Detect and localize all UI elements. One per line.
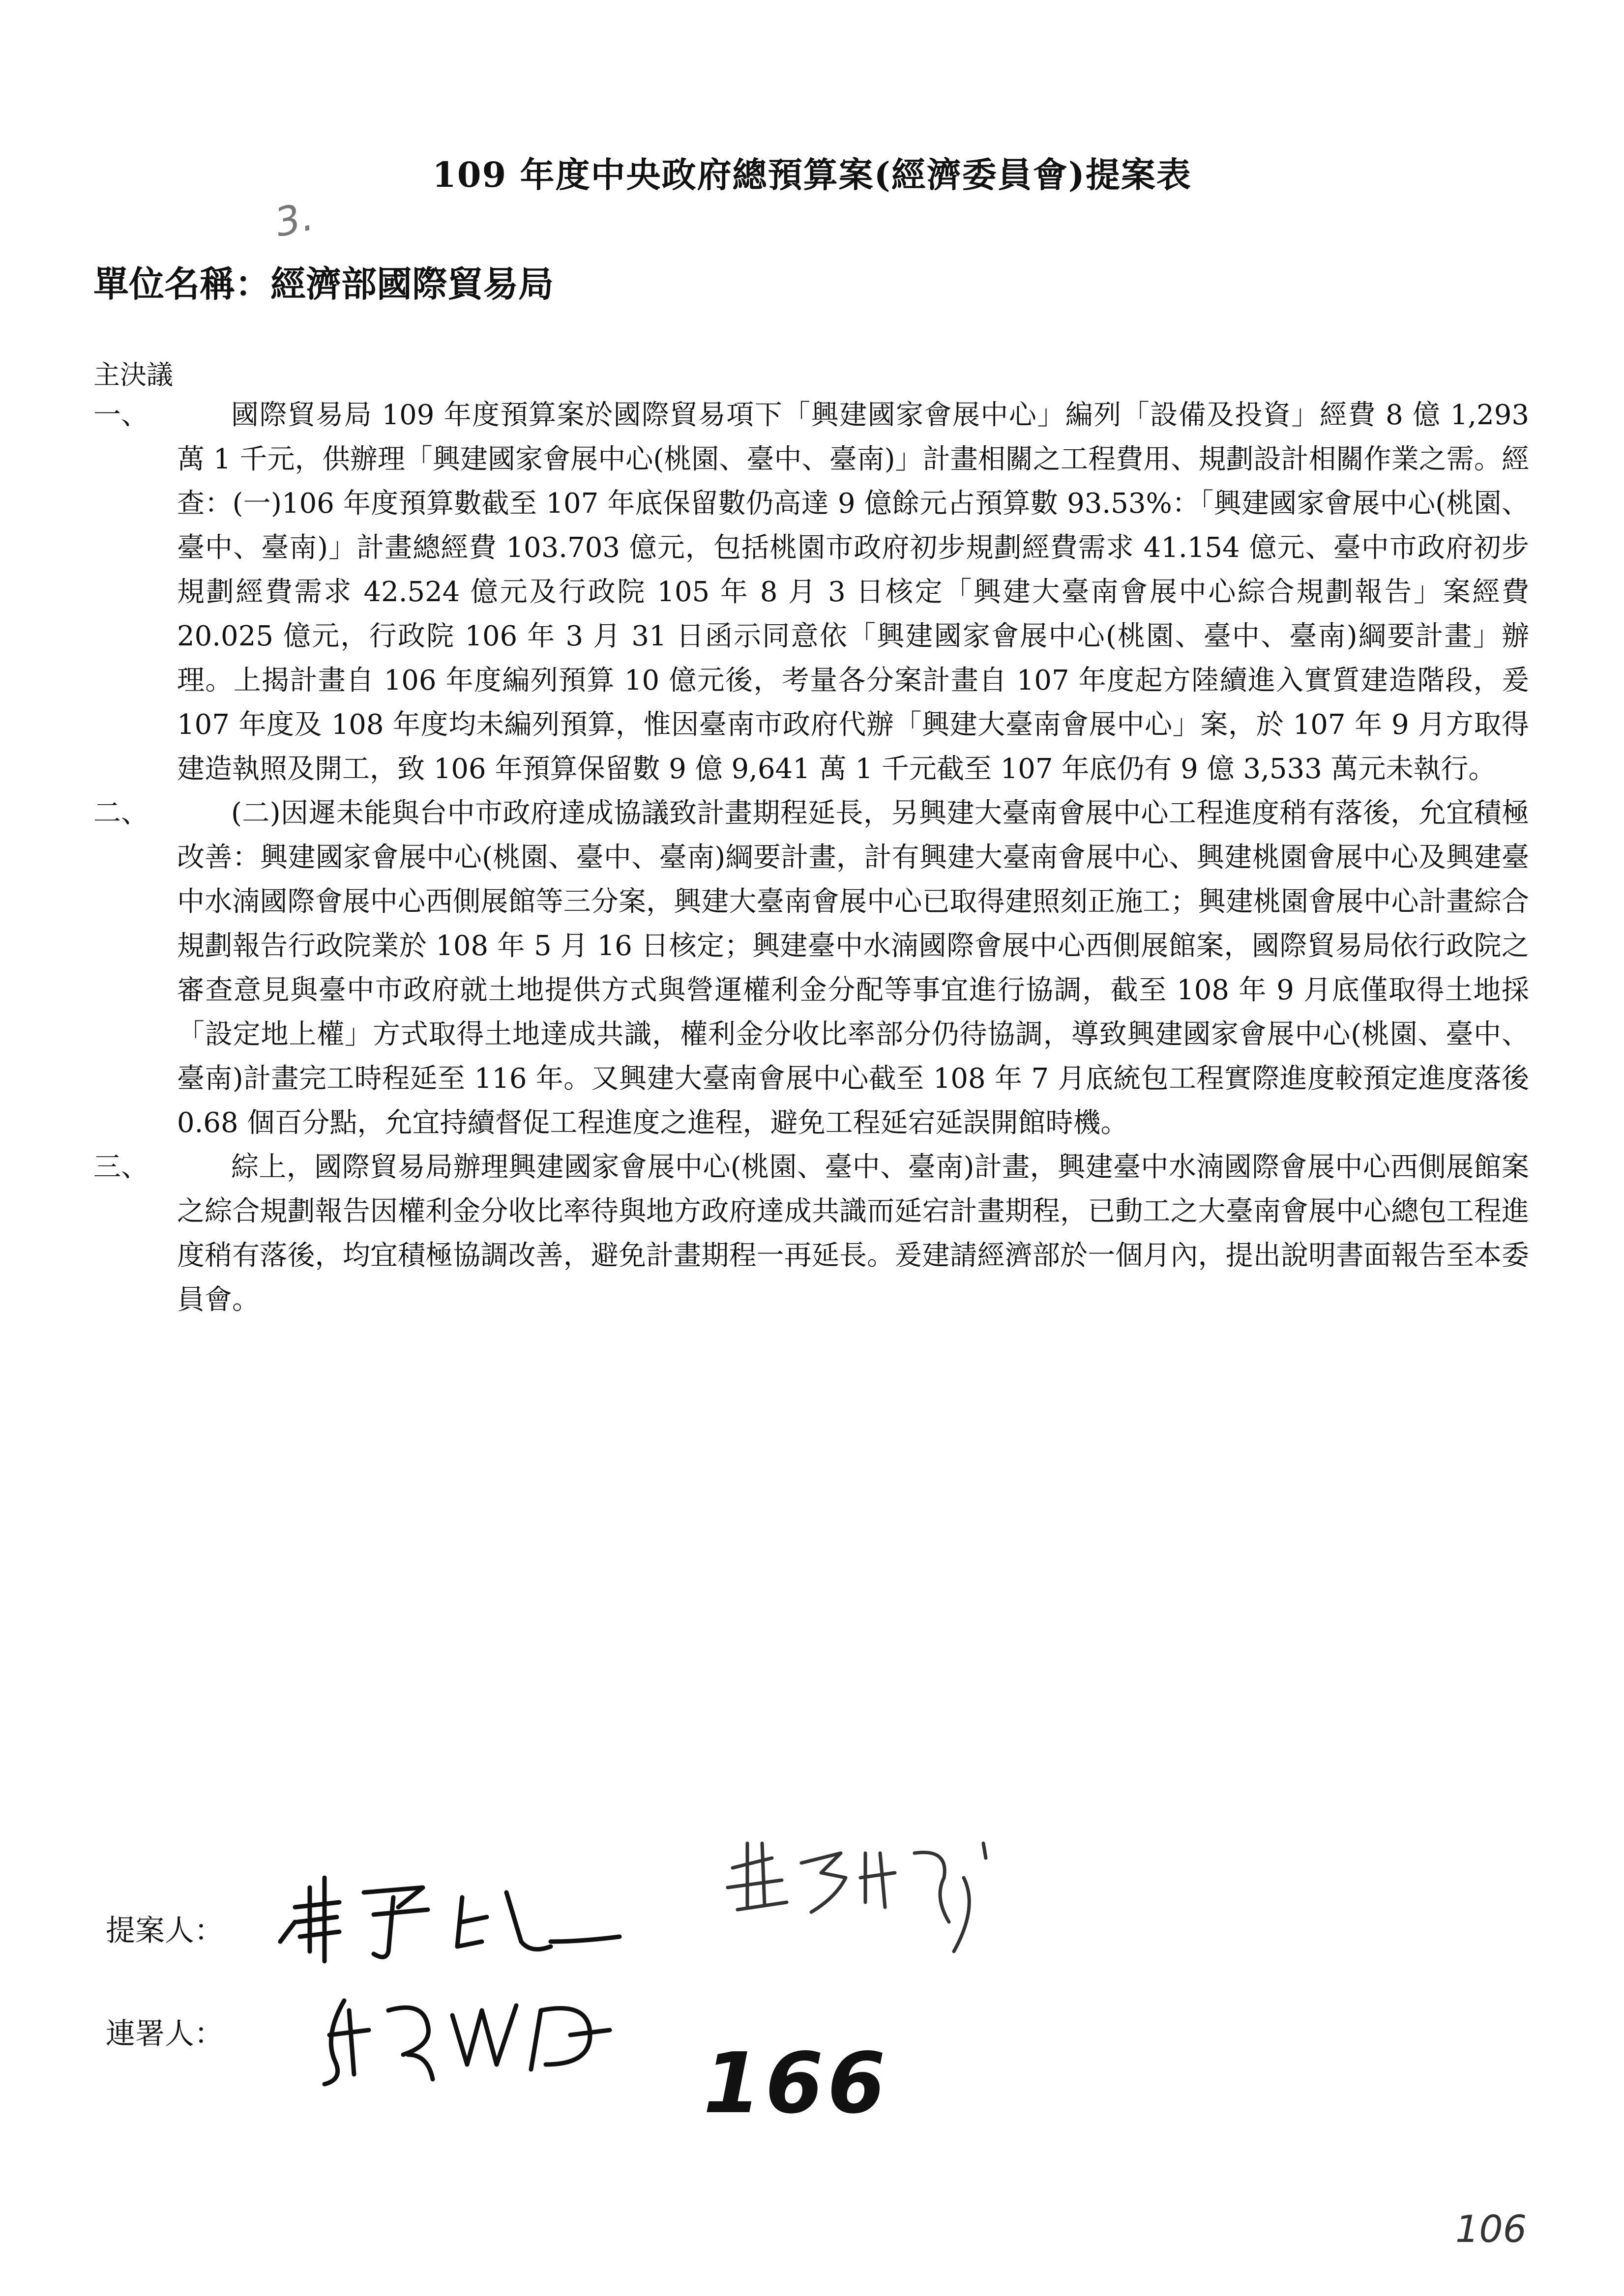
item-text: 國際貿易局 109 年度預算案於國際貿易項下「興建國家會展中心」編列「設備及投資」經費 8 億 1,293 萬 1 千元，供辦理「興建國家會展中心(桃園、臺中、臺南)」計畫相關之工程費用、規劃設計相關作業之需。經查：(一)106 年度預算數截至 107 年底保留數仍高達 9 億餘元占預算數 93.53%：「興建國家會展中心(桃園、臺中、臺南)」計畫總經費 103.703 億元，包括桃園市政府初步規劃經費需求 41.154 億元、臺中市政府初步規劃經費需求 42.524 億元及行政院 105 年 8 月 3 日核定「興建大臺南會展中心綜合規劃報告」案經費 20.025 億元，行政院 106 年 3 月 31 日函示同意依「興建國家會展中心(桃園、臺中、臺南)綱要計畫」辦理。上揭計畫自 106 年度編列預算 10 億元後，考量各分案計畫自 107 年度起方陸續進入實質建造階段，爰 107 年度及 108 年度均未編列預算，惟因臺南市政府代辦「興建大臺南會展中心」案，於 107 年 9 月方取得建造執照及開工，致 106 年預算保留數 9 億 9,641 萬 1 千元截至 107 年底仍有 9 億 3,533 萬元未執行。: [177, 399, 1529, 785]
resolution-item-2: [93, 791, 1529, 1145]
section-heading: 主決議: [93, 359, 173, 390]
page-title: 109 年度中央政府總預算案(經濟委員會)提案表: [432, 154, 1192, 195]
item-number: 三、: [93, 1151, 148, 1183]
item-number: 一、: [93, 399, 148, 431]
resolution-item-3: [93, 1145, 1529, 1322]
stamp-number: 166: [703, 2035, 889, 2132]
item-text: 綜上，國際貿易局辦理興建國家會展中心(桃園、臺中、臺南)計畫，興建臺中水湳國際會展中心西側展館案之綜合規劃報告因權利金分收比率待與地方政府達成共識而延宕計畫期程，已動工之大臺南會展中心總包工程進度稍有落後，均宜積極協調改善，避免計畫期程一再延長。爰建請經濟部於一個月內，提出說明書面報告至本委員會。: [177, 1151, 1529, 1316]
item-number: 二、: [93, 797, 148, 829]
item-text: (二)因遲未能與台中市政府達成協議致計畫期程延長，另興建大臺南會展中心工程進度稍有落後，允宜積極改善：興建國家會展中心(桃園、臺中、臺南)綱要計畫，計有興建大臺南會展中心、興建桃園會展中心及興建臺中水湳國際會展中心西側展館等三分案，興建大臺南會展中心已取得建照刻正施工；興建桃園會展中心計畫綜合規劃報告行政院業於 108 年 5 月 16 日核定；興建臺中水湳國際會展中心西側展館案，國際貿易局依行政院之審查意見與臺中市政府就土地提供方式與營運權利金分配等事宜進行協調，截至 108 年 9 月底僅取得土地採「設定地上權」方式取得土地達成共識，權利金分收比率部分仍待協調，導致興建國家會展中心(桃園、臺中、臺南)計畫完工時程延至 116 年。又興建大臺南會展中心截至 108 年 7 月底統包工程實際進度較預定進度落後 0.68 個百分點，允宜持續督促工程進度之進程，避免工程延宕延誤開館時機。: [177, 797, 1529, 1139]
cosigner-label: 連署人：: [106, 2017, 224, 2051]
resolution-list: [93, 393, 1529, 1322]
resolution-item-1: [93, 393, 1529, 791]
proposer-label: 提案人：: [106, 1914, 224, 1948]
handwritten-mark: 3.: [271, 193, 318, 246]
proposer-signature: [275, 1868, 629, 1966]
unit-name: 單位名稱：經濟部國際貿易局: [93, 263, 554, 305]
page-number: 106: [1455, 2207, 1527, 2251]
cosigner-signature: [315, 1981, 629, 2089]
proposer-signature-2: [718, 1824, 993, 1961]
